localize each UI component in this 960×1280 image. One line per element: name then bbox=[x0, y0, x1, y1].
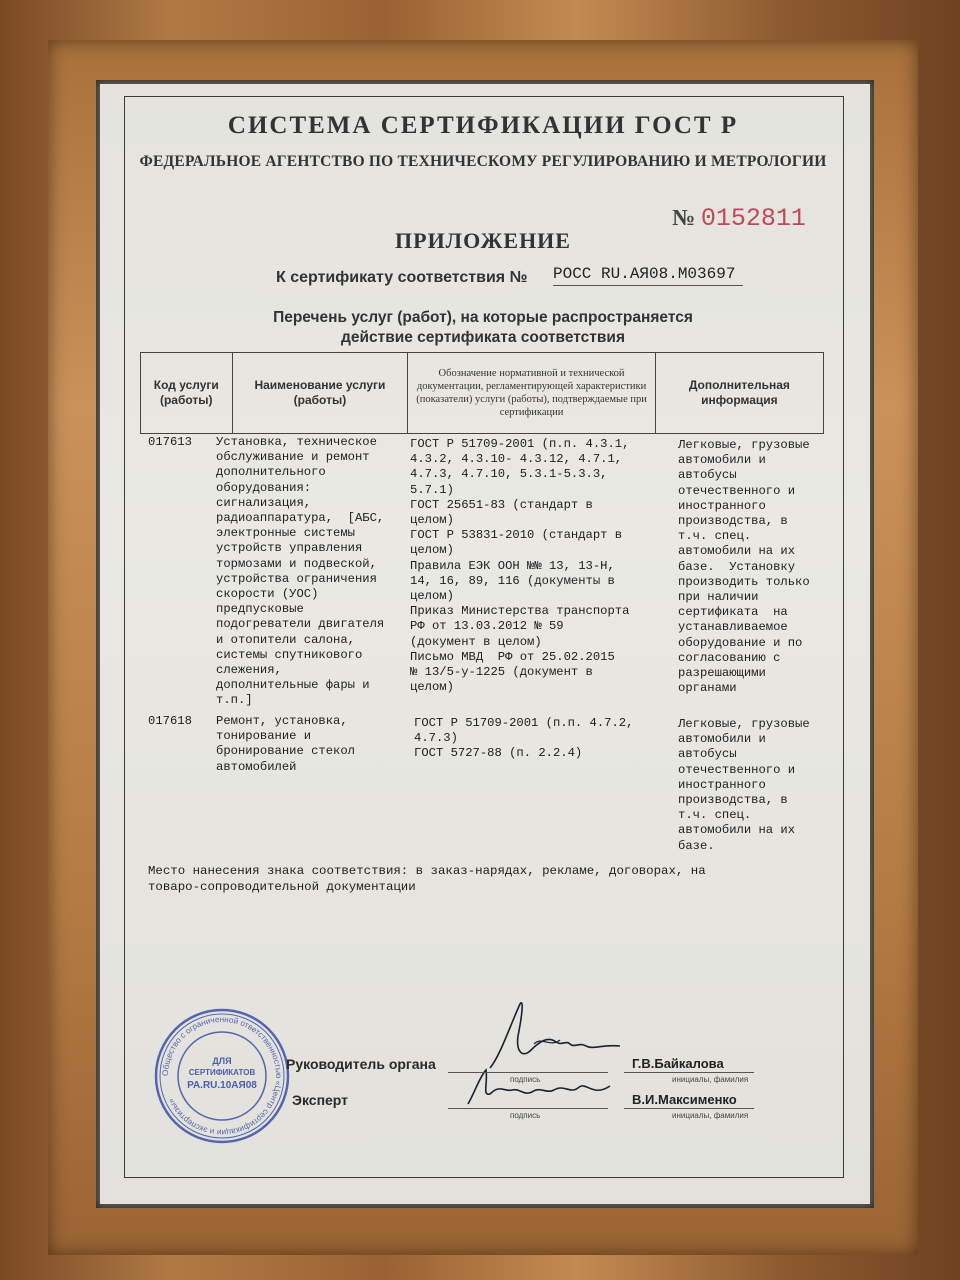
expert-name-line bbox=[624, 1108, 754, 1109]
list-title-line-2: действие сертификата соответствия bbox=[341, 329, 625, 346]
expert-sign-caption: подпись bbox=[510, 1111, 541, 1120]
seal-center-1: ДЛЯ bbox=[212, 1056, 232, 1066]
expert-sign-line bbox=[448, 1108, 608, 1109]
expert-label: Эксперт bbox=[292, 1092, 349, 1108]
head-name-line bbox=[624, 1072, 754, 1073]
header-code: Код услуги (работы) bbox=[141, 353, 233, 434]
cert-number: РОСС RU.АЯ08.М03697 bbox=[553, 265, 743, 286]
system-title: СИСТЕМА СЕРТИФИКАЦИИ ГОСТ Р bbox=[227, 112, 739, 139]
cert-label: К сертификату соответствия № bbox=[276, 269, 528, 286]
round-seal bbox=[152, 1006, 292, 1146]
expert-name-caption: инициалы, фамилия bbox=[672, 1111, 749, 1120]
row-1-docs: ГОСТ Р 51709-2001 (п.п. 4.3.1, 4.3.2, 4.3.10- 4.3.12, 4.7.1, 4.7.3, 4.7.10, 5.3.1-5.3.3, 5.7.1) ГОСТ 25651-83 (стандарт в целом) ГОСТ Р 53831-2010 (стандарт в целом) Правила ЕЭК ООН №№ 13, 13-Н, 14, 16, 89, 116 (документы в целом) Приказ Министерства транспорта РФ от 13.03.2012 № 59 (документ в целом) Письмо МВД РФ от 25.02.2015 № 13/5-у-1225 (документ в целом) bbox=[410, 437, 630, 695]
expert-name: В.И.Максименко bbox=[632, 1092, 737, 1107]
form-number-value: 0152811 bbox=[700, 204, 806, 233]
row-2-info: Легковые, грузовые автомобили и автобусы отечественного и иностранного производства, в т.ч. спец. автомобили на их базе. bbox=[678, 717, 810, 853]
head-label: Руководитель органа bbox=[286, 1056, 436, 1072]
agency-title: ФЕДЕРАЛЬНОЕ АГЕНТСТВО ПО ТЕХНИЧЕСКОМУ РЕГУЛИРОВАНИЮ И МЕТРОЛОГИИ bbox=[139, 153, 827, 170]
seal-ring-text: Общество с ограниченной ответственностью «Центр сертификации и экспертизы» bbox=[160, 1014, 284, 1138]
header-info: Дополнительная информация bbox=[655, 353, 823, 434]
services-table-header bbox=[140, 352, 824, 434]
row-1-name: Установка, техническое обслуживание и ремонт дополнительного оборудования: сигнализация, радиоаппаратура, [АБС, электронные системы устройств управления тормозами и подвеской, устройства ограничения скорости (УОС) предпусковые подогреватели двигателя и отопители салона, системы спутникового слежения, дополнительные фары и т.п.] bbox=[216, 435, 385, 708]
header-name: Наименование услуги (работы) bbox=[232, 353, 408, 434]
mark-placement-note: Место нанесения знака соответствия: в заказ-нарядах, рекламе, договорах, на товаро-сопроводительной документации bbox=[148, 864, 706, 894]
head-name-caption: инициалы, фамилия bbox=[672, 1075, 749, 1084]
row-2-name: Ремонт, установка, тонирование и бронирование стекол автомобилей bbox=[216, 714, 355, 774]
row-1-code: 017613 bbox=[148, 435, 192, 449]
header-docs: Обозначение нормативной и технической документации, регламентирующей характеристики (показатели) услуги (работы), подтверждаемые при сертификации bbox=[408, 353, 655, 434]
number-prefix: № bbox=[672, 205, 696, 230]
list-title-line-1: Перечень услуг (работ), на которые распространяется bbox=[273, 309, 693, 326]
head-name: Г.В.Байкалова bbox=[632, 1056, 724, 1071]
page-title: ПРИЛОЖЕНИЕ bbox=[395, 228, 571, 253]
row-1-info: Легковые, грузовые автомобили и автобусы отечественного и иностранного производства, в т.ч. спец. автомобили на их базе. Установку производить только при наличии сертификата на устанавливаемое оборудование и по согласованию с разрешающими органами bbox=[678, 438, 810, 696]
list-title bbox=[124, 308, 842, 348]
seal-center-3: РА.RU.10АЯ08 bbox=[187, 1080, 257, 1091]
seal-center-2: СЕРТИФИКАТОВ bbox=[188, 1068, 256, 1077]
row-2-code: 017618 bbox=[148, 714, 192, 728]
row-2-docs: ГОСТ Р 51709-2001 (п.п. 4.7.2, 4.7.3) ГОСТ 5727-88 (п. 2.2.4) bbox=[414, 716, 634, 761]
head-sign-caption: подпись bbox=[510, 1075, 541, 1084]
head-sign-line bbox=[448, 1072, 608, 1073]
